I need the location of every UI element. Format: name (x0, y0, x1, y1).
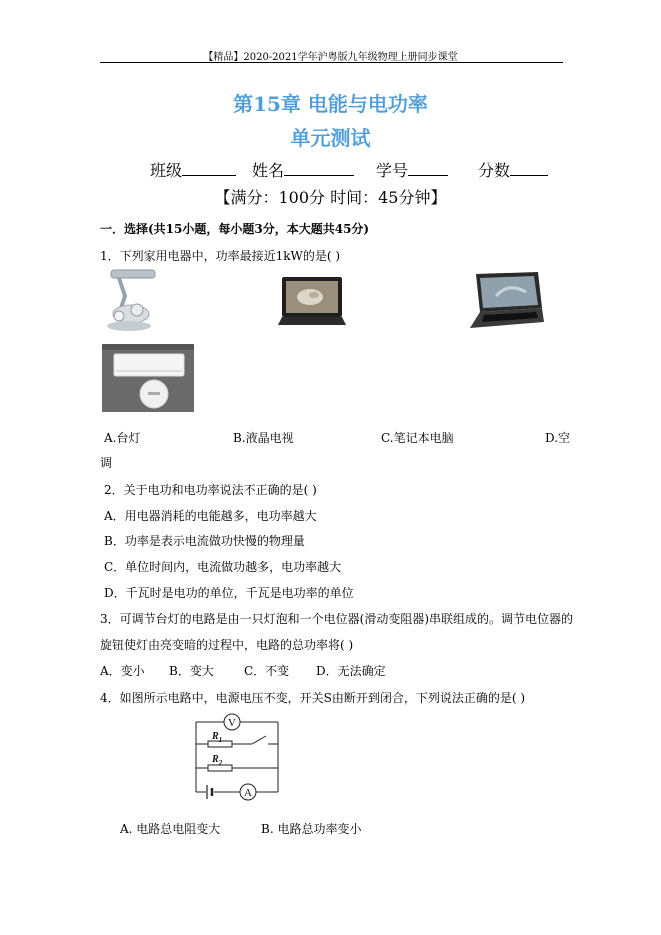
field-id (376, 157, 448, 181)
q2-option-d: D．千瓦时是电功的单位，千瓦是电功率的单位 (104, 586, 354, 600)
q3-option-a: A．变小 (100, 664, 145, 678)
q1-option-a: A.台灯 (104, 431, 141, 445)
q2-option-a: A．用电器消耗的电能越多，电功率越大 (104, 509, 317, 523)
q4-stem: 4．如图所示电路中，电源电压不变，开关S由断开到闭合，下列说法正确的是( ) (100, 691, 526, 705)
lcd-tv-image (276, 275, 348, 327)
field-class-blank[interactable] (182, 157, 236, 176)
voltmeter-label: V (228, 717, 236, 729)
field-name-label: 姓名 (252, 161, 285, 180)
field-class (150, 157, 236, 181)
q4-option-a: A. 电路总电阻变大 (120, 822, 221, 836)
q1-option-d: D.空 (545, 431, 571, 445)
r1-label: $R_1$ (212, 731, 223, 744)
desk-lamp-image (101, 268, 161, 332)
q1-option-d-wrap: 调 (100, 456, 113, 470)
field-score (478, 157, 548, 181)
laptop-image (466, 270, 546, 336)
field-id-blank[interactable] (408, 157, 448, 176)
r2-label: $R_2$ (212, 754, 223, 767)
field-score-blank[interactable] (510, 157, 548, 176)
exam-info: 【满分：100分 时间：45分钟】 (214, 188, 447, 207)
section-heading: 一．选择(共15小题，每小题3分，本大题共45分) (100, 222, 370, 236)
air-conditioner-image (102, 344, 194, 412)
page-header: 【精品】2020-2021学年沪粤版九年级物理上册同步课堂 (203, 52, 458, 63)
test-subtitle: 单元测试 (290, 126, 371, 150)
q3-option-b: B．变大 (169, 664, 214, 678)
q3-stem-line2: 旋钮使灯由亮变暗的过程中，电路的总功率将( ) (100, 638, 354, 652)
q3-option-d: D．无法确定 (316, 664, 386, 678)
field-name-blank[interactable] (284, 157, 354, 176)
q1-option-b: B.液晶电视 (233, 431, 294, 445)
q1-stem: 1．下列家用电器中，功率最接近1kW的是( ) (100, 249, 341, 263)
q4-option-b: B. 电路总功率变小 (261, 822, 362, 836)
field-id-label: 学号 (376, 161, 409, 180)
header-rule (100, 62, 563, 63)
ammeter-label: A (244, 787, 252, 799)
field-class-label: 班级 (150, 161, 183, 180)
field-score-label: 分数 (478, 161, 511, 180)
q2-option-c: C．单位时间内，电流做功越多，电功率越大 (104, 560, 342, 574)
field-name (252, 157, 354, 181)
q2-option-b: B．功率是表示电流做功快慢的物理量 (104, 534, 305, 548)
chapter-title: 第15章 电能与电功率 (233, 92, 428, 116)
q3-stem-line1: 3．可调节台灯的电路是由一只灯泡和一个电位器(滑动变阻器)串联组成的。调节电位器的 (100, 612, 574, 626)
circuit-diagram (190, 712, 290, 804)
q1-option-c: C.笔记本电脑 (381, 431, 454, 445)
q2-stem: 2．关于电功和电功率说法不正确的是( ) (104, 483, 317, 497)
q3-option-c: C．不变 (244, 664, 290, 678)
